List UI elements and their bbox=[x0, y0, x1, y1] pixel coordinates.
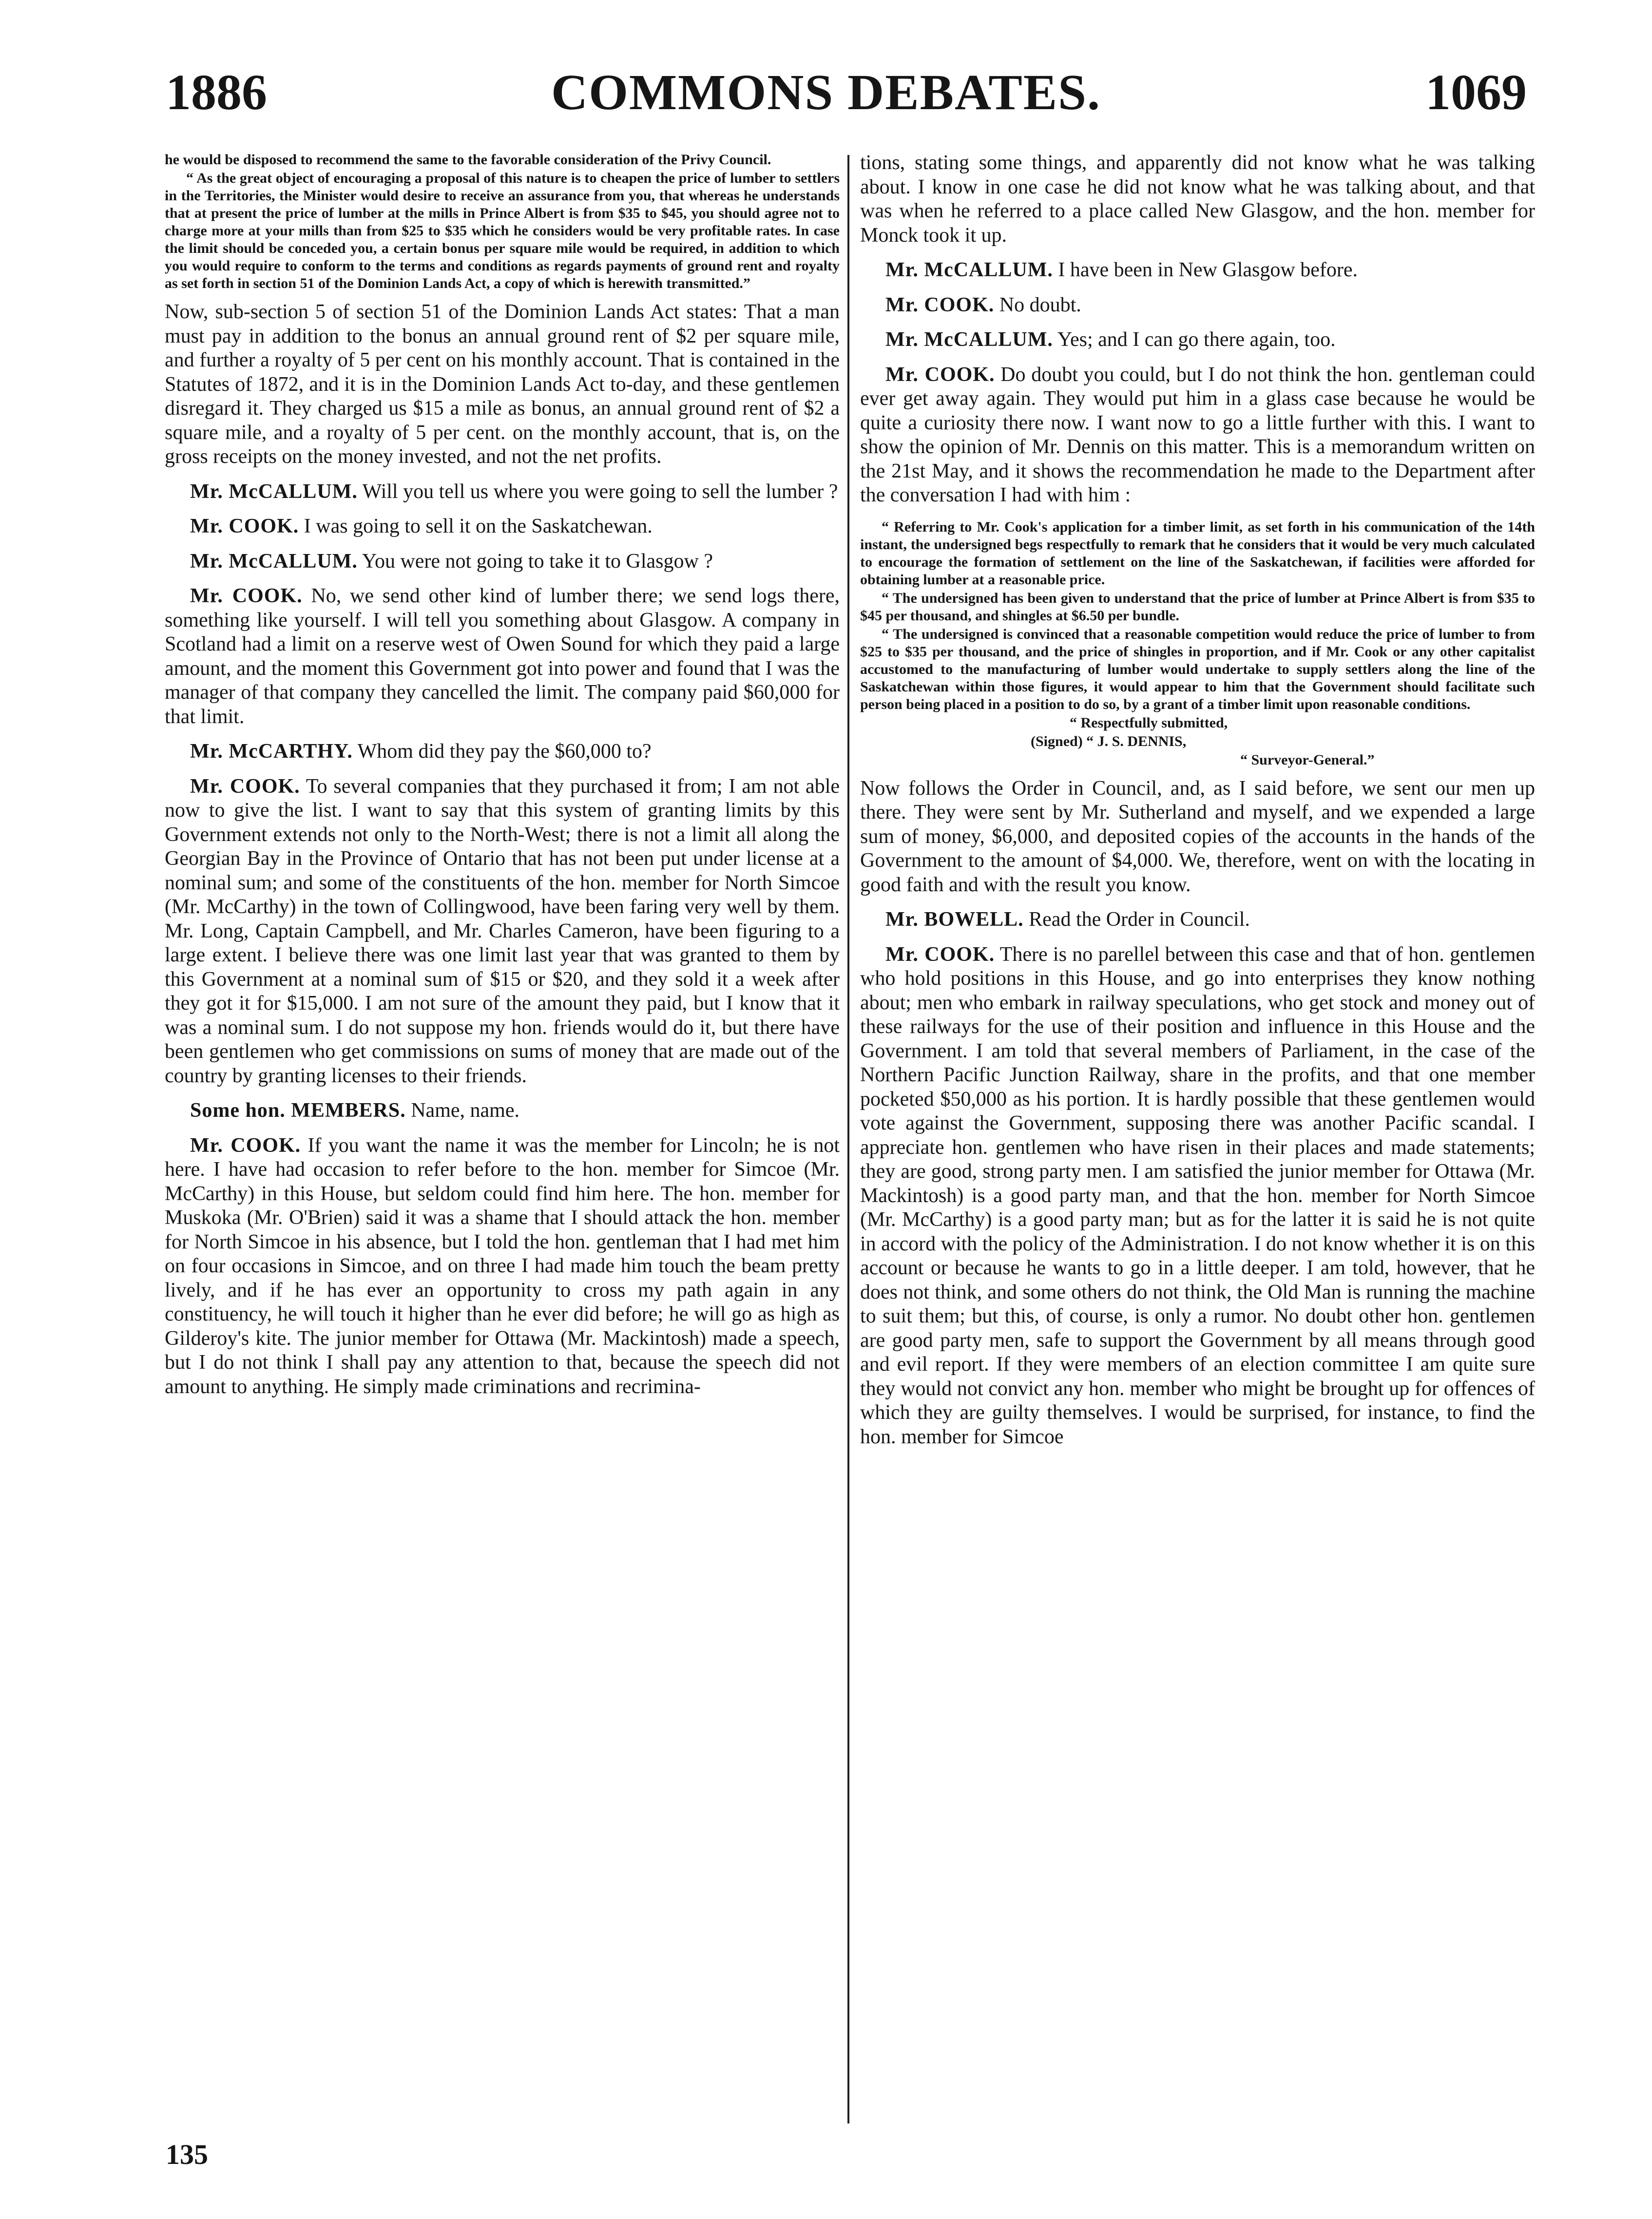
speaker-name: Mr. McCALLUM. bbox=[885, 328, 1053, 351]
speech bbox=[165, 740, 840, 764]
speaker-name: Mr. McCALLUM. bbox=[190, 550, 358, 573]
memo-paragraph: “ Referring to Mr. Cook's application for a timber limit, as set forth in his communication of the 14th instant, the undersigned begs respectfully to remark that he considers that it would be very much calculated to encourage the formation of settlement on the line of the Saskatchewan, if facilities were afforded for obtaining lumber at a reasonable price. bbox=[860, 518, 1535, 588]
memo-paragraph: “ The undersigned is convinced that a reasonable competition would reduce the price of lumber to from $25 to $35 per thousand, and the price of shingles in proportion, and if Mr. Cook or any other capitalist accustomed to the manufacturing of lumber would undertake to supply settlers along the line of the Saskatchewan within those figures, it would appear to him that the Government should facilitate such person being placed in a position to do so, by a grant of a timber limit upon reasonable conditions. bbox=[860, 626, 1535, 712]
dennis-memorandum bbox=[860, 518, 1535, 769]
speech-text: Name, name. bbox=[411, 1099, 519, 1122]
speech bbox=[860, 943, 1535, 1450]
speech bbox=[165, 480, 840, 504]
page-number: 1069 bbox=[1425, 64, 1527, 120]
speech bbox=[860, 363, 1535, 508]
speech bbox=[165, 515, 840, 539]
speech-text: There is no parellel between this case and that of hon. gentlemen who hold positions in this House, and go into enterprises they know nothing about; men who embark in railway speculations, who get stock and money out of these railways for the use of their position and influence in this House and the Government. I am told that several members of Parliament, in the case of the Northern Pacific Junction Railway, share in the profits, and that one member pocketed $50,000 as his portion. It is hardly possible that these gentlemen would vote against the Government, supposing there was another Pacific scandal. I appreciate hon. gentlemen who have risen in their places and made statements; they are good, strong party men. I am satisfied the junior member for Ottawa (Mr. Mackintosh) is a good party man, and that the hon. member for North Simcoe (Mr. McCarthy) is a good party man; but as for the latter it is said he is not quite in accord with the policy of the Administration. I do not know whether it is on this account or because he wants to go in a little deeper. I am told, however, that he does not think, and some others do not think, the Old Man is running the machine to suit them; but this, of course, is only a rumor. No doubt other hon. gentlemen are good party men, safe to support the Government by all means through good and evil report. If they were members of an election committee I am quite sure they would not convict any hon. member who might be brought up for offences of which they are guilty themselves. I would be surprised, for instance, to find the hon. member for Simcoe bbox=[860, 943, 1536, 1448]
quoted-letter bbox=[165, 151, 840, 292]
speech bbox=[165, 550, 840, 574]
right-column bbox=[860, 151, 1535, 1460]
speaker-name: Mr. COOK. bbox=[190, 515, 299, 537]
paragraph: tions, stating some things, and apparently did not know what he was talking about. I know in one case he did not know what he was talking about, and that was when he referred to a place called New Glasgow, and the hon. member for Monck took it up. bbox=[860, 152, 1535, 247]
speech-text: I was going to sell it on the Saskatchewan. bbox=[304, 515, 653, 537]
speaker-name: Mr. COOK. bbox=[190, 1134, 301, 1157]
speech bbox=[165, 775, 840, 1089]
speech-text: Will you tell us where you were going to sell the lumber ? bbox=[362, 480, 838, 503]
speech bbox=[165, 1134, 840, 1399]
speech bbox=[165, 584, 840, 729]
left-column bbox=[165, 151, 840, 1410]
speech bbox=[860, 258, 1535, 283]
memo-signature-line: (Signed) “ J. S. DENNIS, bbox=[1031, 733, 1187, 749]
memo-signature-line: “ Respectfully submitted, bbox=[1070, 714, 1228, 731]
speaker-name: Mr. McCARTHY. bbox=[190, 740, 353, 763]
speaker-name: Some hon. MEMBERS. bbox=[190, 1099, 406, 1122]
paragraph: Now, sub-section 5 of section 51 of the Dominion Lands Act states: That a man must pay in addition to the bonus an annual ground rent of $2 per square mile, and further a royalty of 5 per cent on his monthly account. That is contained in the Statutes of 1872, and it is in the Dominion Lands Act to-day, and these gentlemen disregard it. They charged us $15 a mile as bonus, an annual ground rent of $2 a square mile, and a royalty of 5 per cent. on the monthly account, that is, on the gross receipts on the money invested, and not the net profits. bbox=[165, 301, 840, 468]
speech bbox=[860, 328, 1535, 352]
paragraph: Now follows the Order in Council, and, as I said before, we sent our men up there. They were sent by Mr. Sutherland and myself, and we expended a large sum of money, $6,000, and deposited copies of the accounts in the hands of the Government to the amount of $4,000. We, therefore, went on with the locating in good faith and with the result you know. bbox=[860, 777, 1535, 896]
speech bbox=[860, 293, 1535, 318]
speaker-name: Mr. McCALLUM. bbox=[885, 259, 1053, 281]
speech-text: No, we send other kind of lumber there; we send logs there, something like yourself. I will tell you something about Glasgow. A company in Scotland had a limit on a reserve west of Owen Sound for which they paid a large amount, and the moment this Government got into power and found that I was the manager of that company they cancelled the limit. The company paid $60,000 for that limit. bbox=[165, 585, 840, 728]
quote-body: “ As the great object of encouraging a proposal of this nature is to cheapen the price of lumber to settlers in the Territories, the Minister would desire to receive an assurance from you, that whereas he understands that at present the price of lumber at the mills in Prince Albert is from $35 to $45, you should agree not to charge more at your mills than from $25 to $35 which he considers would be very profitable rates. In case the limit should be conceded you, a certain bonus per square mile would be required, in addition to which you would require to conform to the terms and conditions as regards payments of ground rent and royalty as set forth in section 51 of the Dominion Lands Act, a copy of which is herewith transmitted.” bbox=[165, 170, 840, 291]
speech-text: You were not going to take it to Glasgow ? bbox=[362, 550, 713, 573]
speech bbox=[860, 908, 1535, 932]
page-year: 1886 bbox=[166, 64, 267, 120]
speech-text: Whom did they pay the $60,000 to? bbox=[357, 740, 652, 763]
speech-text: If you want the name it was the member for Lincoln; he is not here. I have had occasion to refer before to the hon. member for Simcoe (Mr. McCarthy) in this House, but seldom could find him here. The hon. member for Muskoka (Mr. O'Brien) said it was a shame that I should attack the hon. member for North Simcoe in his absence, but I told the hon. gentleman that I had met him on four occasions in Simcoe, and on three I had made him touch the beam pretty lively, and if he has ever an opportunity to cross my path again in any constituency, he will touch it higher than he ever did before; he will go as high as Gilderoy's kite. The junior member for Ottawa (Mr. Mackintosh) made a speech, but I do not think I shall pay any attention to that, because the speech did not amount to anything. He simply made criminations and recrimina- bbox=[165, 1134, 840, 1398]
speaker-name: Mr. McCALLUM. bbox=[190, 480, 358, 503]
page-title: COMMONS DEBATES. bbox=[551, 64, 1101, 120]
speech-text: No doubt. bbox=[999, 293, 1081, 316]
speaker-name: Mr. COOK. bbox=[885, 293, 995, 316]
column-divider bbox=[847, 155, 849, 2123]
memo-signature-line: “ Surveyor-General.” bbox=[1240, 751, 1375, 768]
speech-text: Do doubt you could, but I do not think the hon. gentleman could ever get away again. They would put him in a glass case because he would be quite a curiosity there now. I want now to go a little further with this. I want to show the opinion of Mr. Dennis on this matter. This is a memorandum written on the 21st May, and it shows the recommendation he made to the Department after the conversation I had with him : bbox=[860, 363, 1536, 506]
speech-text: Read the Order in Council. bbox=[1029, 908, 1250, 931]
speaker-name: Mr. COOK. bbox=[885, 943, 995, 966]
speaker-name: Mr. COOK. bbox=[190, 585, 303, 607]
sheet-number: 135 bbox=[166, 2139, 208, 2170]
speaker-name: Mr. COOK. bbox=[190, 775, 300, 798]
speaker-name: Mr. COOK. bbox=[885, 363, 995, 386]
speech-text: To several companies that they purchased it from; I am not able now to give the list. I want to say that this system of granting limits by this Government extends not only to the North-West; there is not a limit all along the Georgian Bay in the Province of Ontario that has not been put under license at a nominal sum; and some of the constituents of the hon. member for North Simcoe (Mr. McCarthy) in the town of Collingwood, have been faring very well by them. Mr. Long, Captain Campbell, and Mr. Charles Cameron, have been figuring to a large extent. I believe there was one limit last year that was granted to them by this Government at a nominal sum of $15 or $20, and they sold it a week after they got it for $15,000. I am not sure of the amount they paid, but I know that it was a nominal sum. I do not suppose my hon. friends would do it, but there have been gentlemen who get commissions on sums of money that are made out of the country by granting licenses to their friends. bbox=[165, 775, 840, 1087]
speech-text: Yes; and I can go there again, too. bbox=[1057, 328, 1336, 351]
speech bbox=[165, 1099, 840, 1123]
speech-text: I have been in New Glasgow before. bbox=[1058, 259, 1358, 281]
memo-paragraph: “ The undersigned has been given to understand that the price of lumber at Prince Albert is from $35 to $45 per thousand, and shingles at $6.50 per bundle. bbox=[860, 590, 1535, 624]
quote-intro: he would be disposed to recommend the same to the favorable consideration of the Privy Council. bbox=[165, 152, 771, 168]
speaker-name: Mr. BOWELL. bbox=[885, 908, 1024, 931]
